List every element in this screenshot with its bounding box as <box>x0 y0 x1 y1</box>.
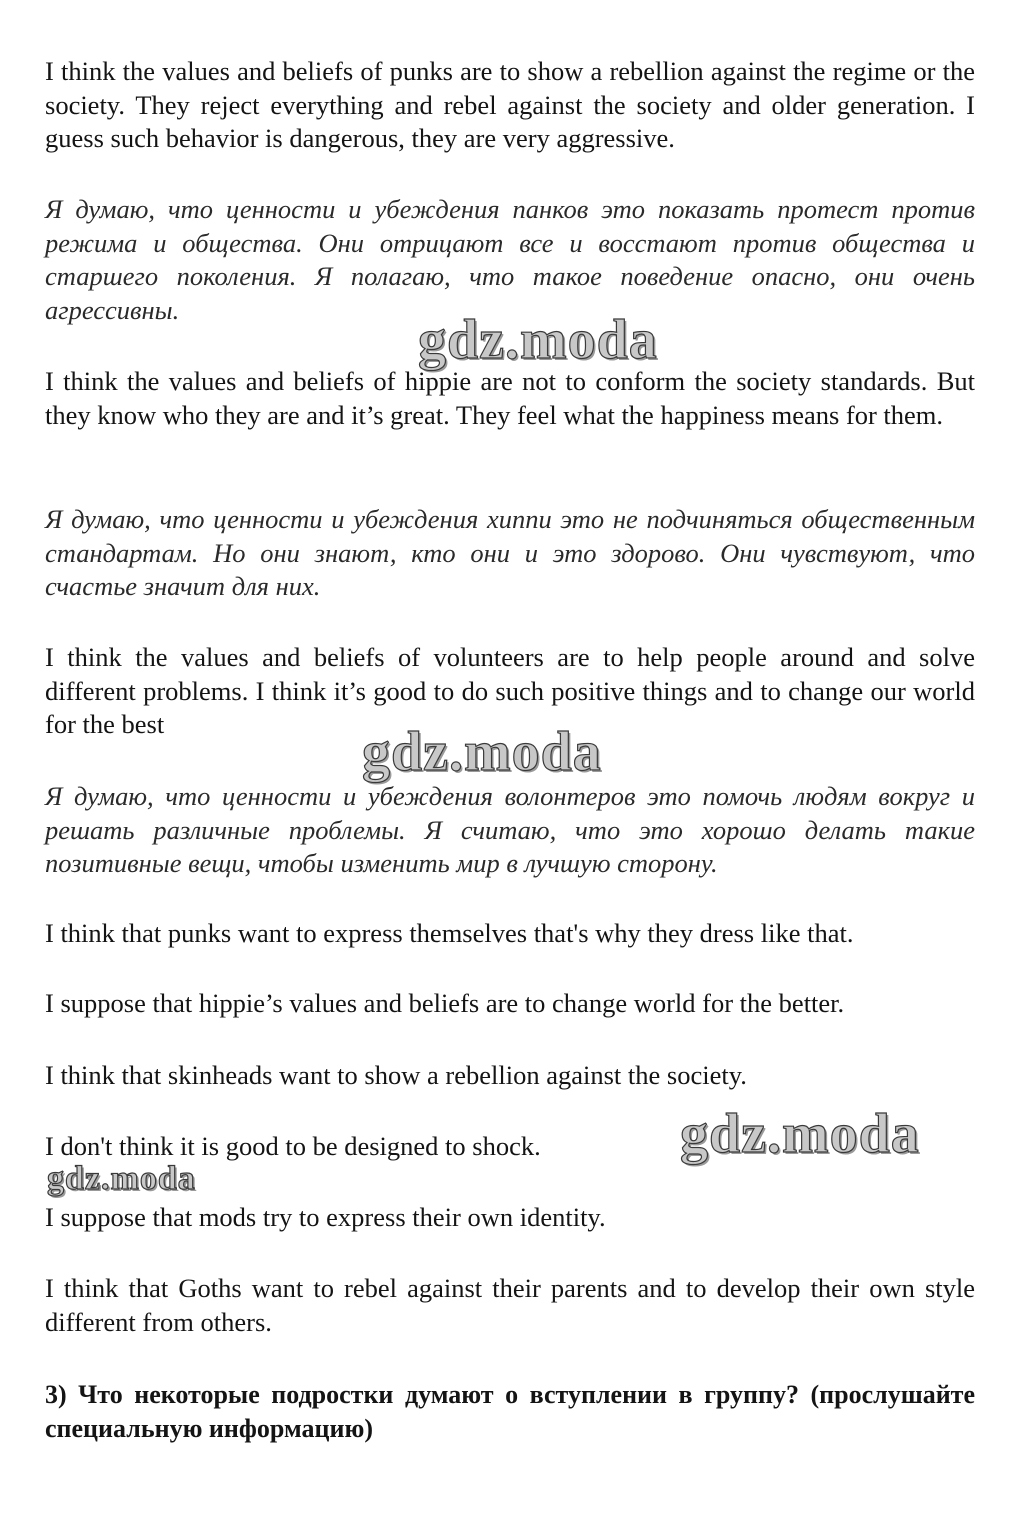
sentence-skinheads: I think that skinheads want to show a rebellion against the society. <box>45 1060 747 1090</box>
watermark-logo: gdz.moda <box>362 721 602 783</box>
paragraph-volunteers-russian: Я думаю, что ценности и убеждения волонтеров это помочь людям вокруг и решать различные проблемы. Я считаю, что это хорошо делать такие позитивные вещи, чтобы изменить мир в лучшую сторону. <box>45 781 975 878</box>
paragraph-punks-russian: Я думаю, что ценности и убеждения панков это показать протест против режима и общества. Они отрицают все и восстают против общества и старшего поколения. Я полагаю, что такое поведение опасно, они очень агрессивны. <box>45 194 975 325</box>
watermark-logo: gdz.moda <box>418 309 658 371</box>
paragraph-volunteers-english: I think the values and beliefs of volunteers are to help people around and solve different problems. I think it’s good to do such positive things and to change our world for the best <box>45 642 975 739</box>
paragraph-hippie-russian: Я думаю, что ценности и убеждения хиппи это не подчиняться общественным стандартам. Но они знают, кто они и это здорово. Они чувствуют, что счастье значит для них. <box>45 504 975 601</box>
sentence-punks: I think that punks want to express themselves that's why they dress like that. <box>45 918 854 948</box>
sentence-goths: I think that Goths want to rebel against their parents and to develop their own style different from others. <box>45 1273 975 1337</box>
sentence-hippie: I suppose that hippie’s values and beliefs are to change world for the better. <box>45 988 845 1018</box>
sentence-mods: I suppose that mods try to express their own identity. <box>45 1202 606 1232</box>
paragraph-hippie-english: I think the values and beliefs of hippie are not to conform the society standards. But they know who they are and it’s great. They feel what the happiness means for them. <box>45 366 975 430</box>
sentence-shock: I don't think it is good to be designed to shock. <box>45 1131 541 1161</box>
paragraph-punks-english: I think the values and beliefs of punks are to show a rebellion against the regime or the society. They reject everything and rebel against the society and older generation. I guess such behavior is dangerous, they are very aggressive. <box>45 56 975 153</box>
watermark-logo-small: gdz.moda <box>47 1160 196 1197</box>
watermark-logo: gdz.moda <box>680 1103 920 1165</box>
section-heading-question-3: 3) Что некоторые подростки думают о вступлении в группу? (прослушайте специальную информацию) <box>45 1380 975 1443</box>
